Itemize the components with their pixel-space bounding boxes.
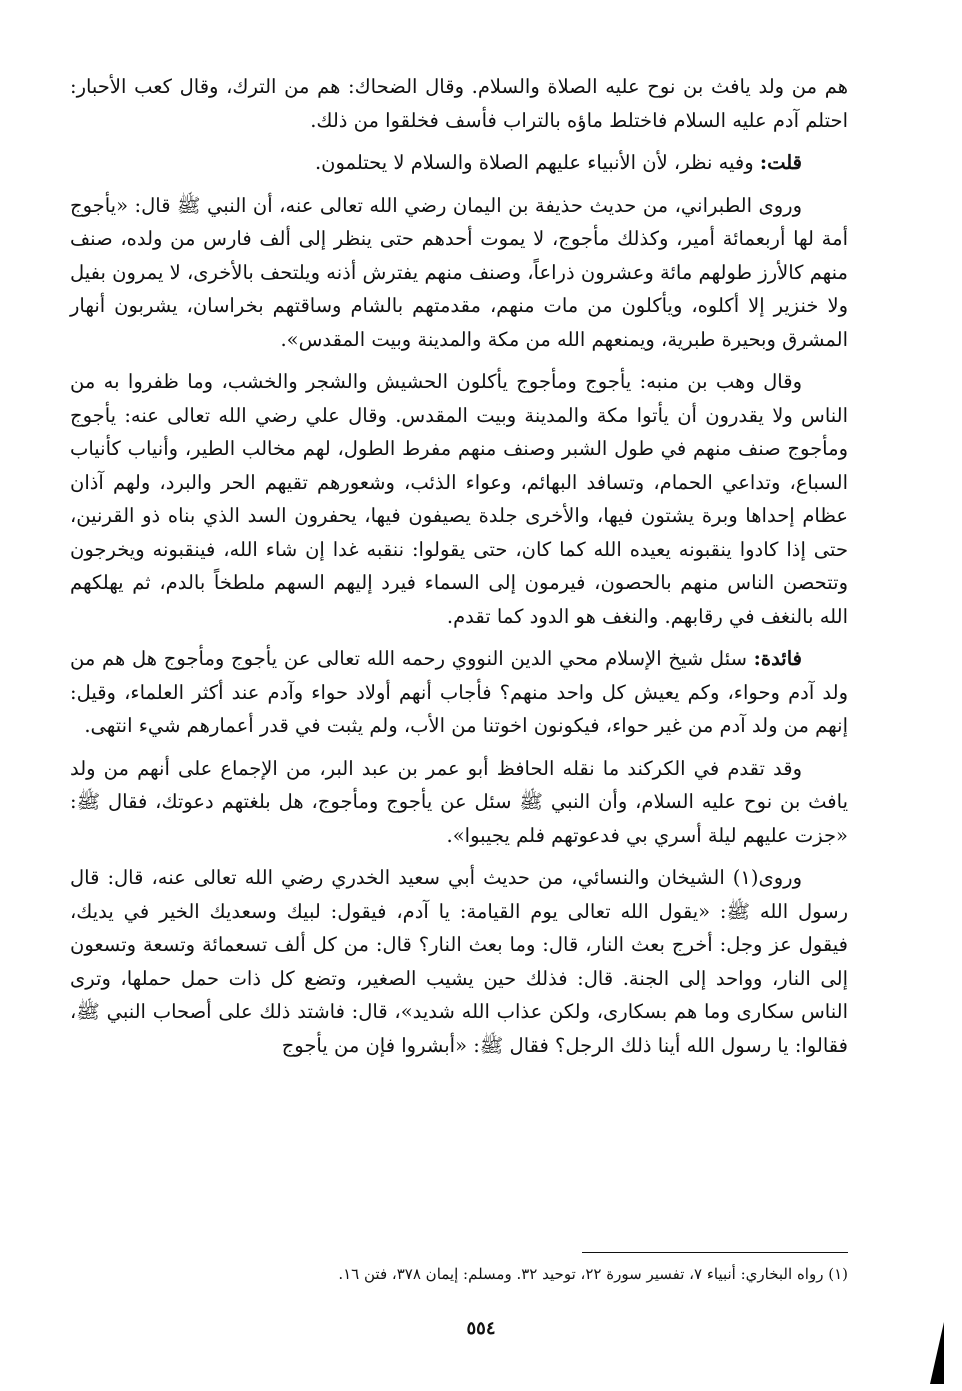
page-edge-shadow [930, 1322, 944, 1384]
page-number: ٥٥٤ [466, 1318, 496, 1339]
paragraph-6 [70, 752, 848, 853]
paragraph-text: وقد تقدم في الكركند ما نقله الحافظ أبو عمر بن عبد البر، من الإجماع على أنهم من ولد يافث بن نوح عليه السلام، وأن النبي ﷺ سئل عن يأجوج ومأجوج، هل بلغتهم دعوتك، فقال ﷺ: «جزت عليهم ليلة أسري بي فدعوتهم فلم يجيبوا». [70, 756, 848, 847]
footnote-divider [582, 1252, 848, 1253]
paragraph-lead: قلت: [759, 151, 802, 174]
paragraph-1 [70, 70, 848, 137]
paragraph-5 [70, 642, 848, 743]
paragraph-text: وفيه نظر، لأن الأنبياء عليهم الصلاة والسلام لا يحتلمون. [314, 151, 760, 174]
page-body [70, 70, 848, 1071]
paragraph-2 [70, 146, 848, 180]
paragraph-3 [70, 189, 848, 357]
footnote: (١) رواه البخاري: أنبياء ٧، تفسير سورة ٢٢، توحيد ٣٢. ومسلم: إيمان ٣٧٨، فتن ١٦. [338, 1265, 848, 1283]
paragraph-lead: فائدة: [753, 647, 802, 670]
paragraph-text: وروى(١) الشيخان والنسائي، من حديث أبي سعيد الخدري رضي الله تعالى عنه، قال: قال رسول الله ﷺ: «يقول الله تعالى يوم القيامة: يا آدم، فيقول: لبيك وسعديك الخير في يديك، فيقول عز وجل: أخرج بعث النار، قال: وما بعث النار؟ قال: من كل ألف تسعمائة وتسعة وتسعون إلى النار، وواحد إلى الجنة. قال: فذلك حين يشيب الصغير، وتضع كل ذات حمل حملها، وترى الناس سكارى وما هم بسكارى، ولكن عذاب الله شديد»، قال: فاشتد ذلك على أصحاب النبي ﷺ، فقالوا: يا رسول الله أينا ذلك الرجل؟ فقال ﷺ: «أبشروا فإن من يأجوج [70, 866, 848, 1057]
paragraph-text: سئل شيخ الإسلام محي الدين النووي رحمه الله تعالى عن يأجوج ومأجوج هل هم من ولد آدم وحواء، وكم يعيش كل واحد منهم؟ فأجاب أنهم أولاد حواء وآدم عند أكثر العلماء، وقيل: إنهم من ولد آدم من غير حواء، فيكونون اخوتنا من الأب، ولم يثبت في قدر أعمارهم شيء انتهى. [70, 647, 848, 737]
paragraph-4 [70, 365, 848, 633]
paragraph-text: وقال وهب بن منبه: يأجوج ومأجوج يأكلون الحشيش والشجر والخشب، وما ظفروا به من الناس ولا يقدرون أن يأتوا مكة والمدينة وبيت المقدس. وقال علي رضي الله تعالى عنه: يأجوج ومأجوج صنف منهم في طول الشبر وصنف منهم مفرط الطول، لهم مخالب الطير، وأنياب كأنياب السباع، وتداعي الحمام، وتسافد البهائم، وعواء الذئب، وشعورهم تقيهم الحر والبرد، ولهم آذان عظام إحداها وبرة يشتون فيها، والأخرى جلدة يصيفون فيها، يحفرون السد الذي بناه ذو القرنين، حتى إذا كادوا ينقبونه يعيده الله كما كان، حتى يقولوا: ننقبه غدا إن شاء الله، فينقبونه ويخرجون وتتحصن الناس منهم بالحصون، فيرمون إلى السماء فيرد إليهم السهم ملطخاً بالدم، ثم يهلكهم الله بالنغف في رقابهم. والنغف هو الدود كما تقدم. [70, 370, 848, 628]
paragraph-text: وروى الطبراني، من حديث حذيفة بن اليمان رضي الله تعالى عنه، أن النبي ﷺ قال: «يأجوج أمة لها أربعمائة أمير، وكذلك مأجوج، لا يموت أحدهم حتى ينظر إلى ألف فارس من ولده، صنف منهم كالأرز طولهم مائة وعشرون ذراعاً، وصنف منهم يفترش أذنه ويلتحف بالأخرى، لا يمرون بفيل ولا خنزير إلا أكلوه، ويأكلون من مات منهم، مقدمتهم بالشام وساقتهم بخراسان، يشربون أنهار المشرق وبحيرة طبرية، ويمنعهم الله من مكة والمدينة وبيت المقدس». [70, 193, 848, 351]
paragraph-7 [70, 861, 848, 1062]
paragraph-text: هم من ولد يافث بن نوح عليه الصلاة والسلام. وقال الضحاك: هم من الترك، وقال كعب الأحبار: احتلم آدم عليه السلام فاختلط ماؤه بالتراب فأسف فخلقوا من ذلك. [70, 75, 848, 132]
